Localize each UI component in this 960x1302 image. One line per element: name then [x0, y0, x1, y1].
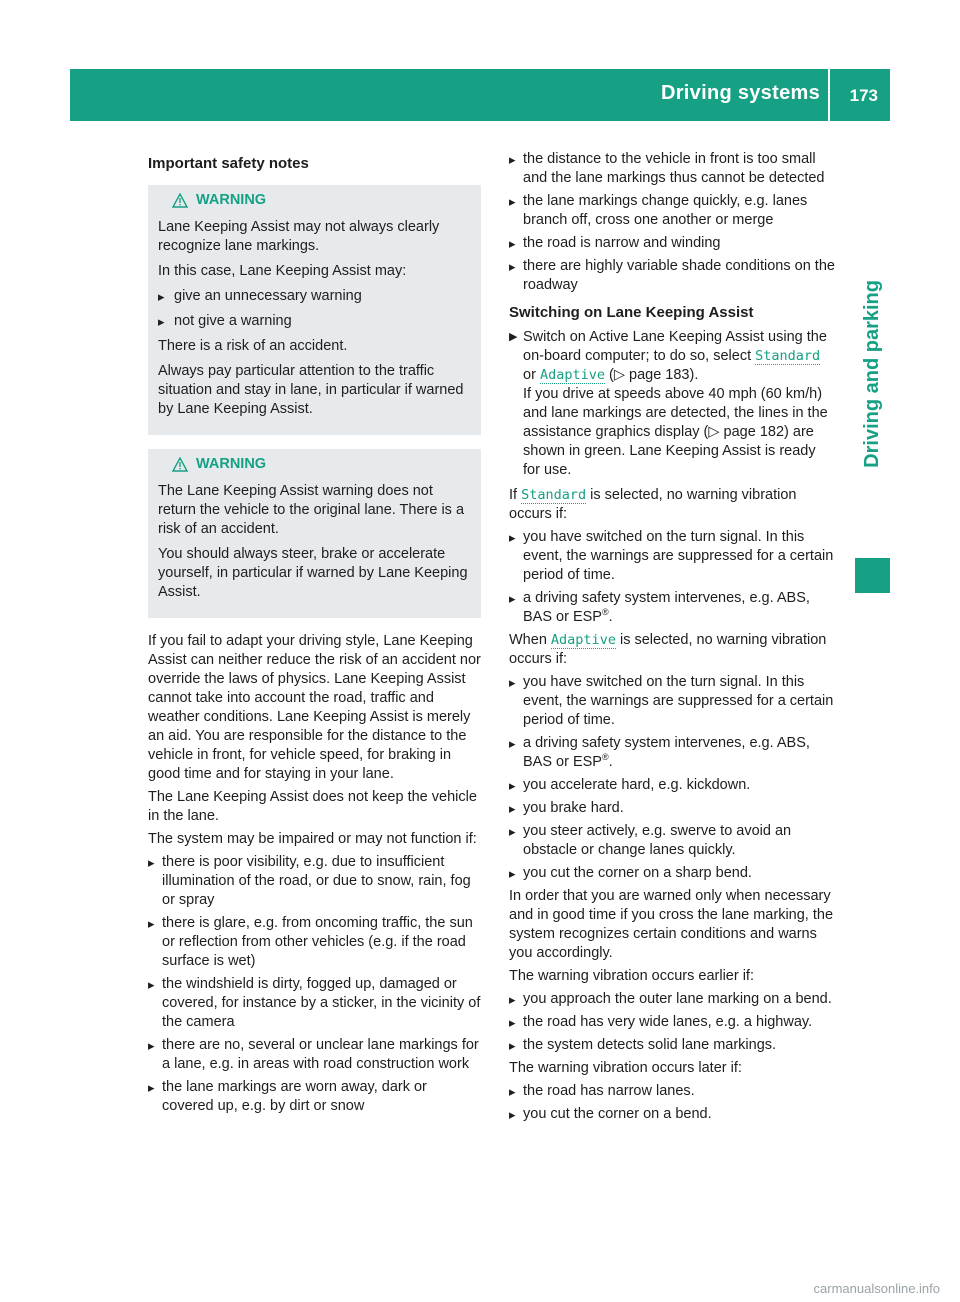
body-paragraph: The Lane Keeping Assist does not keep the vehicle in the lane.	[148, 789, 477, 824]
instruction-step	[509, 328, 836, 480]
warning-title-text: WARNING	[196, 192, 267, 208]
list-item: ▸ you approach the outer lane marking on a bend.	[509, 990, 836, 1009]
warning-text: Always pay particular attention to the traffic situation and stay in lane, in particular if warned by Lane Keeping Assist.	[158, 363, 464, 417]
warning-title	[158, 191, 471, 210]
section-tab	[855, 280, 890, 540]
body-paragraph: The system may be impaired or may not function if:	[148, 831, 477, 847]
list-item: ▸ you steer actively, e.g. swerve to avoid an obstacle or change lanes quickly.	[509, 822, 836, 860]
list-item	[509, 734, 836, 772]
list-item: ▸ the lane markings change quickly, e.g. lanes branch off, cross one another or merge	[509, 192, 836, 230]
header-divider	[828, 69, 830, 121]
registered-mark: ®	[601, 752, 609, 763]
paragraph-text: When	[509, 632, 547, 648]
body-paragraph: The warning vibration occurs earlier if:	[509, 968, 754, 984]
warning-title	[158, 455, 471, 474]
list-item	[509, 589, 836, 627]
header-bar	[70, 69, 890, 121]
warning-title-text: WARNING	[196, 456, 267, 472]
period: .	[608, 609, 613, 625]
list-item: ▸ the road is narrow and winding	[509, 234, 836, 253]
warning-text: You should always steer, brake or accelerate yourself, in particular if warned by Lane Keeping Assist.	[158, 546, 468, 600]
warning-box	[148, 185, 481, 435]
step-text: If you drive at speeds above 40 mph (60 km/h) and lane markings are detected, the lines in the assistance graphics display (▷ page 182) are shown in green. Lane Keeping Assist is ready for use.	[523, 386, 828, 478]
list-item: ▸ there is glare, e.g. from oncoming traffic, the sun or reflection from other vehicles (e.g. if the road surface is wet)	[148, 914, 481, 971]
list-item-text: a driving safety system intervenes, e.g. ABS, BAS or ESP	[523, 735, 810, 770]
warning-text: In this case, Lane Keeping Assist may:	[158, 263, 407, 279]
adaptive-option: Adaptive	[539, 367, 605, 383]
list-item: ▸ the road has very wide lanes, e.g. a highway.	[509, 1013, 836, 1032]
list-item: ▸ you have switched on the turn signal. In this event, the warnings are suppressed for a certain period of time.	[509, 528, 836, 585]
list-item: ▸ you cut the corner on a bend.	[509, 1105, 836, 1124]
paragraph-text: If	[509, 487, 518, 503]
body-paragraph: If you fail to adapt your driving style, Lane Keeping Assist can neither reduce the risk of an accident nor override the laws of physics. Lane Keeping Assist cannot take into account the road, traffic and weather conditions. Lane Keeping Assist is merely an aid. You are responsible for the distance to the vehicle in front, for vehicle speed, for braking in good time and for staying in your lane.	[148, 633, 481, 782]
registered-mark: ®	[601, 607, 609, 618]
body-paragraph: The warning vibration occurs later if:	[509, 1060, 742, 1076]
list-item: ▸ you brake hard.	[509, 799, 836, 818]
step-text: or	[523, 367, 536, 383]
warning-bullet: ▸ not give a warning	[158, 312, 471, 331]
left-column	[148, 150, 481, 1120]
page-number: 173	[849, 86, 878, 105]
list-item: ▸ you accelerate hard, e.g. kickdown.	[509, 776, 836, 795]
paragraph-text: is selected, no warning vibration occurs if:	[509, 487, 797, 522]
right-column	[509, 150, 836, 1128]
warning-box	[148, 449, 481, 618]
adaptive-option: Adaptive	[550, 632, 616, 648]
standard-option: Standard	[755, 348, 821, 364]
section-marker	[855, 558, 890, 593]
body-paragraph: In order that you are warned only when necessary and in good time if you cross the lane marking, the system recognizes certain conditions and warns you accordingly.	[509, 888, 834, 961]
warning-triangle-icon	[172, 193, 188, 208]
footer-watermark: carmanualsonline.info	[813, 1281, 940, 1296]
warning-triangle-icon	[172, 457, 188, 472]
list-item: ▸ the lane markings are worn away, dark or covered up, e.g. by dirt or snow	[148, 1078, 481, 1116]
list-item: ▸ the system detects solid lane markings.	[509, 1036, 836, 1055]
list-item: ▸ the windshield is dirty, fogged up, damaged or covered, for instance by a sticker, in the vicinity of the camera	[148, 975, 481, 1032]
section-tab-label: Driving and parking	[861, 280, 883, 468]
list-item: ▸ the distance to the vehicle in front is too small and the lane markings thus cannot be detected	[509, 150, 836, 188]
warning-text: There is a risk of an accident.	[158, 338, 348, 354]
page-reference: (▷ page 183).	[609, 367, 699, 383]
list-item-text: a driving safety system intervenes, e.g. ABS, BAS or ESP	[523, 590, 810, 625]
list-item: ▸ there are no, several or unclear lane markings for a lane, e.g. in areas with road construction work	[148, 1036, 481, 1074]
list-item: ▸ there is poor visibility, e.g. due to insufficient illumination of the road, or due to snow, rain, fog or spray	[148, 853, 481, 910]
list-item: ▸ you have switched on the turn signal. In this event, the warnings are suppressed for a certain period of time.	[509, 673, 836, 730]
body-paragraph	[509, 486, 836, 524]
list-item: ▸ there are highly variable shade conditions on the roadway	[509, 257, 836, 295]
section-heading: Switching on Lane Keeping Assist	[509, 304, 754, 321]
paragraph-text: is selected, no warning vibration occurs if:	[509, 632, 827, 667]
period: .	[608, 754, 613, 770]
list-item: ▸ you cut the corner on a sharp bend.	[509, 864, 836, 883]
warning-bullet: ▸ give an unnecessary warning	[158, 287, 471, 306]
body-paragraph	[509, 631, 836, 669]
standard-option: Standard	[521, 487, 587, 503]
warning-text: The Lane Keeping Assist warning does not return the vehicle to the original lane. There is a risk of an accident.	[158, 483, 465, 537]
step-text: Switch on Active Lane Keeping Assist using the on-board computer; to do so, select	[523, 329, 827, 364]
section-heading: Important safety notes	[148, 155, 309, 172]
list-item: ▸ the road has narrow lanes.	[509, 1082, 836, 1101]
header-title: Driving systems	[660, 82, 820, 104]
warning-text: Lane Keeping Assist may not always clearly recognize lane markings.	[158, 219, 440, 254]
